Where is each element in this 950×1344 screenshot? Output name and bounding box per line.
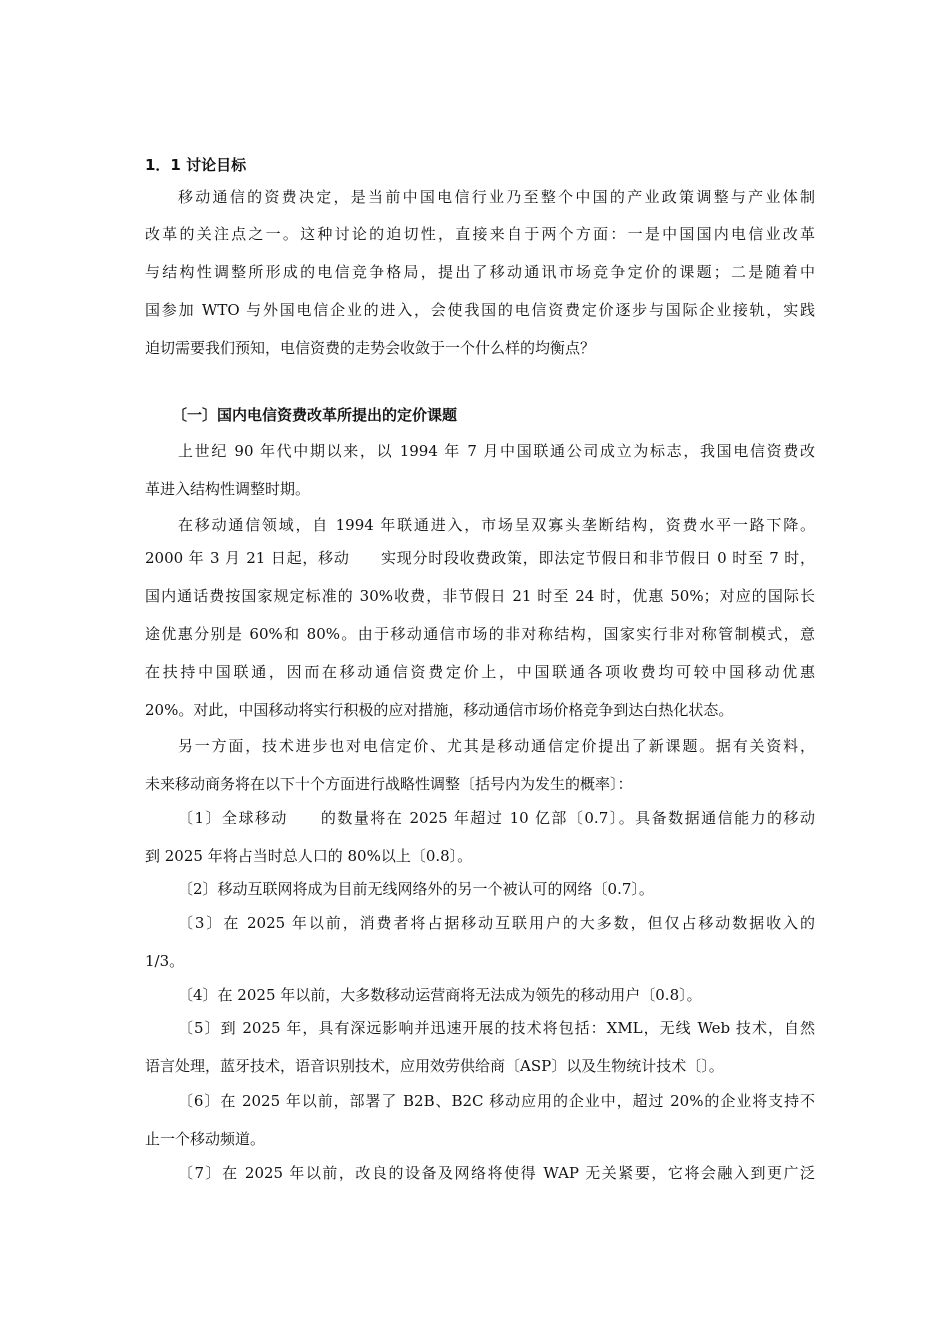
intro-line: 国参加 WTO 与外国电信企业的进入，会使我国的电信资费定价逐步与国际企业接轨，实践: [145, 301, 815, 319]
list-item: 〔6〕在 2025 年以前，部署了 B2B、B2C 移动应用的企业中，超过 20%的企业将支持不: [178, 1092, 815, 1110]
paragraph-line: 在扶持中国联通，因而在移动通信资费定价上，中国联通各项收费均可较中国移动优惠: [145, 663, 815, 681]
list-item: 1/3。: [145, 952, 185, 970]
list-item: 语言处理，蓝牙技术，语音识别技术，应用效劳供给商〔ASP〕以及生物统计技术〔〕。: [145, 1057, 724, 1075]
subheading: 〔一〕国内电信资费改革所提出的定价课题: [172, 406, 458, 424]
list-item: 〔5〕到 2025 年，具有深远影响并迅速开展的技术将包括：XML，无线 Web 技术，自然: [178, 1019, 815, 1037]
intro-line: 改革的关注点之一。这种讨论的迫切性，直接来自于两个方面：一是中国国内电信业改革: [145, 225, 815, 243]
paragraph-line: 未来移动商务将在以下十个方面进行战略性调整〔括号内为发生的概率〕：: [145, 775, 633, 793]
list-item: 〔1〕全球移动 的数量将在 2025 年超过 10 亿部〔0.7〕。具备数据通信能力的移动: [178, 809, 815, 827]
paragraph-line: 2000 年 3 月 21 日起，移动 实现分时段收费政策，即法定节假日和非节假日 0 时至 7 时，: [145, 549, 815, 567]
list-item: 〔3〕在 2025 年以前，消费者将占据移动互联用户的大多数，但仅占移动数据收入的: [178, 914, 815, 932]
section-title: 1．1 讨论目标: [145, 156, 247, 174]
list-item: 〔4〕在 2025 年以前，大多数移动运营商将无法成为领先的移动用户〔0.8〕。: [178, 986, 702, 1004]
list-item: 〔2〕移动互联网将成为目前无线网络外的另一个被认可的网络〔0.7〕。: [178, 880, 654, 898]
intro-line: 与结构性调整所形成的电信竞争格局，提出了移动通讯市场竞争定价的课题；二是随着中: [145, 263, 815, 281]
paragraph-line: 上世纪 90 年代中期以来，以 1994 年 7 月中国联通公司成立为标志，我国电信资费改: [178, 442, 815, 460]
list-item: 到 2025 年将占当时总人口的 80%以上〔0.8〕。: [145, 847, 473, 865]
list-item: 止一个移动频道。: [145, 1130, 266, 1148]
paragraph-line: 另一方面，技术进步也对电信定价、尤其是移动通信定价提出了新课题。据有关资料，: [178, 737, 815, 755]
paragraph-line: 途优惠分别是 60%和 80%。由于移动通信市场的非对称结构，国家实行非对称管制模式，意: [145, 625, 815, 643]
paragraph-line: 国内通话费按国家规定标准的 30%收费，非节假日 21 时至 24 时，优惠 50%；对应的国际长: [145, 587, 815, 605]
paragraph-line: 在移动通信领域，自 1994 年联通进入，市场呈双寡头垄断结构，资费水平一路下降。: [178, 516, 815, 534]
intro-line: 移动通信的资费决定，是当前中国电信行业乃至整个中国的产业政策调整与产业体制: [178, 188, 815, 206]
paragraph-line: 革进入结构性调整时期。: [145, 480, 311, 498]
intro-line: 迫切需要我们预知，电信资费的走势会收敛于一个什么样的均衡点？: [145, 339, 596, 357]
paragraph-line: 20%。对此，中国移动将实行积极的应对措施，移动通信市场价格竞争到达白热化状态。: [145, 701, 734, 719]
list-item: 〔7〕在 2025 年以前，改良的设备及网络将使得 WAP 无关紧要，它将会融入到更广泛: [178, 1164, 815, 1182]
